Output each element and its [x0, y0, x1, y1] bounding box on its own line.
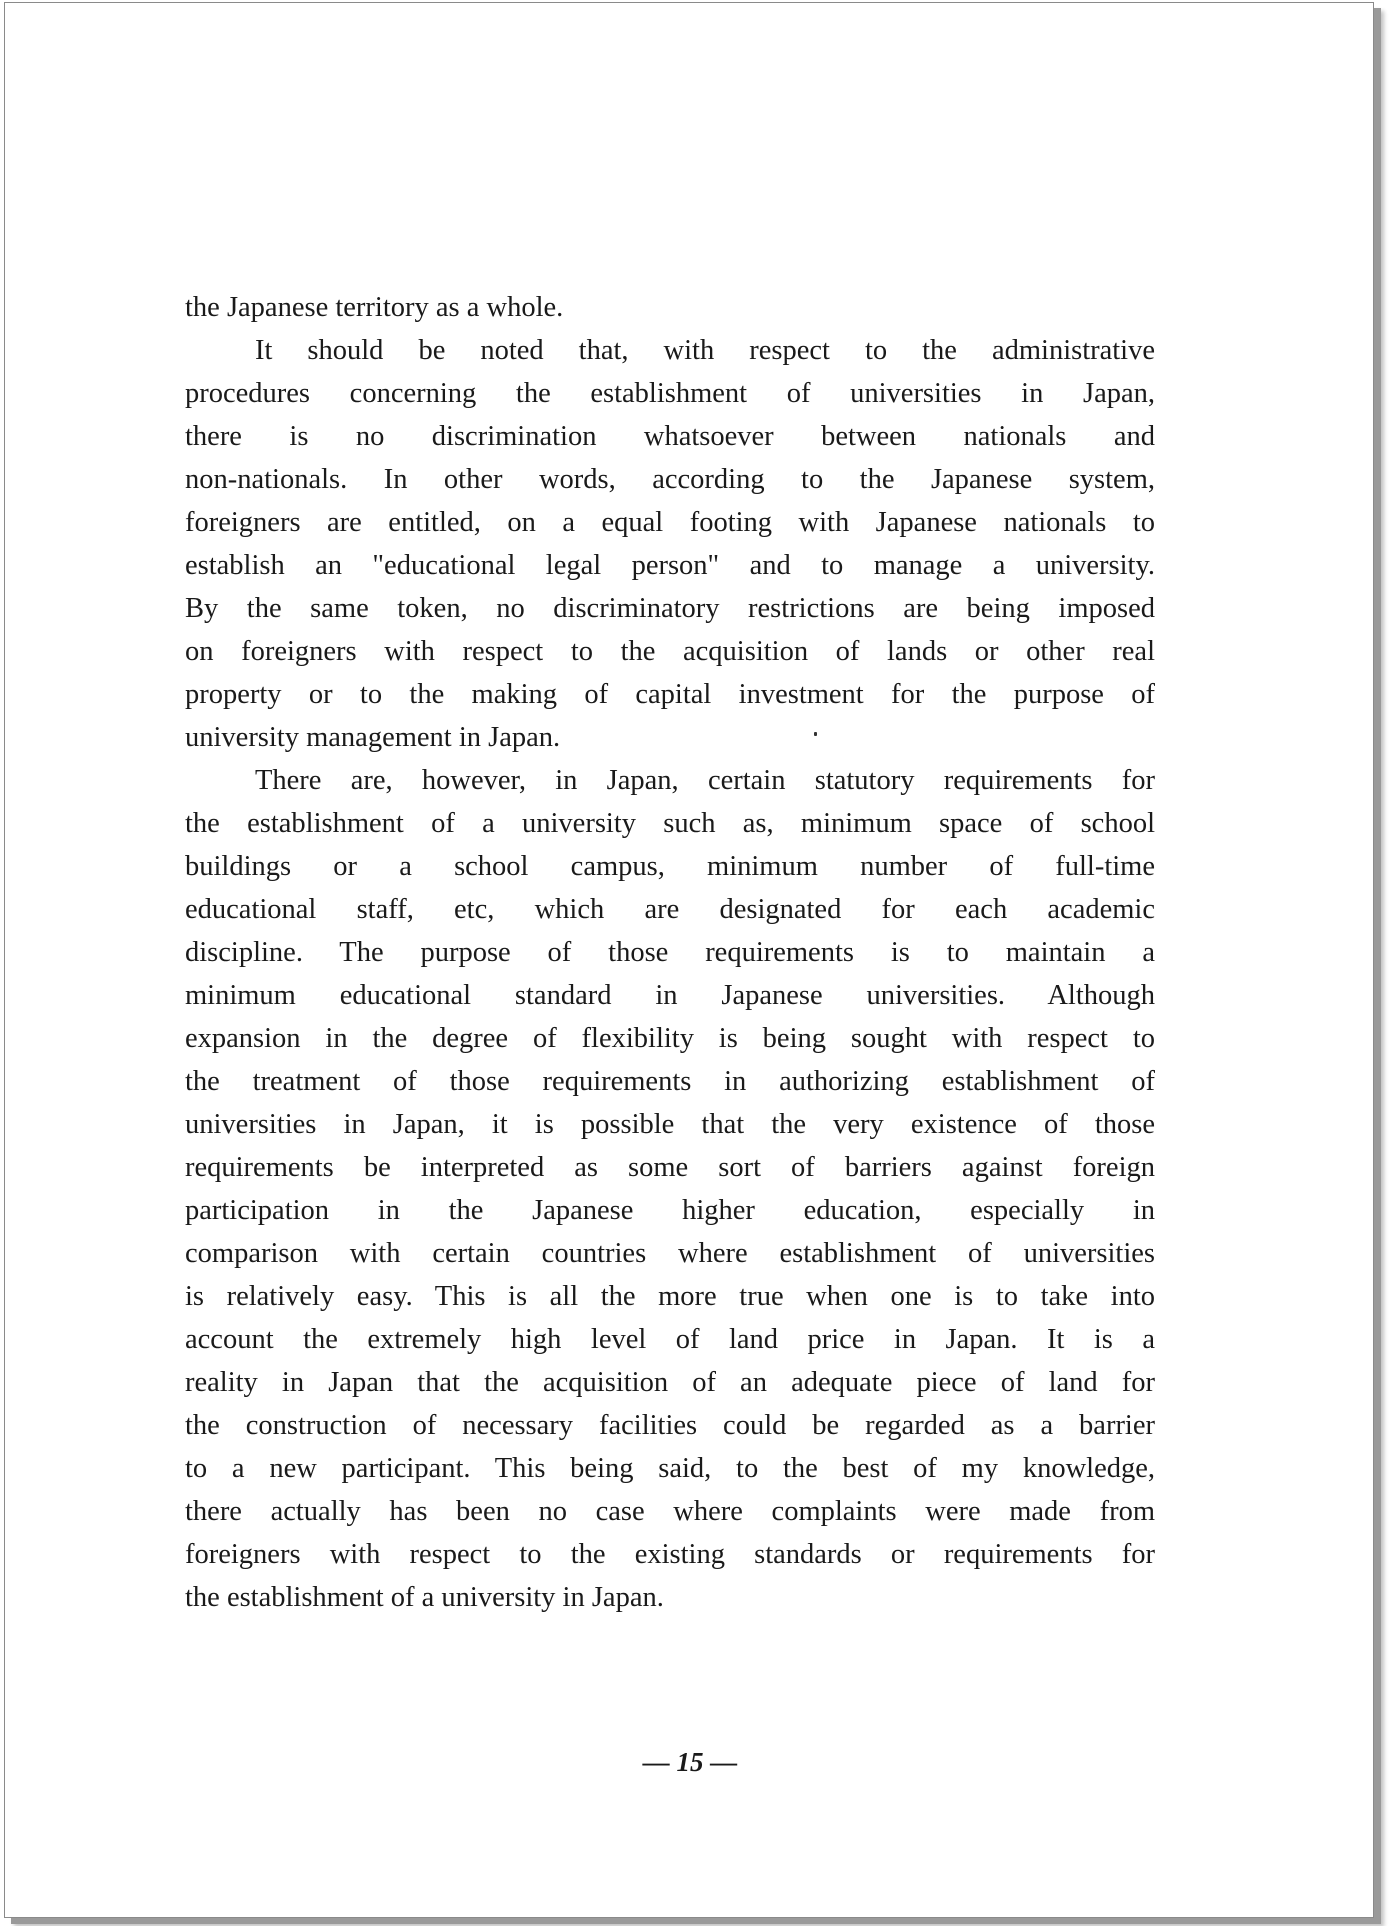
text-line: universities in Japan, it is possible that the very existence of those	[185, 1109, 1155, 1140]
text-line: university management in Japan.	[185, 722, 561, 753]
text-line: procedures concerning the establishment of universities in Japan,	[185, 378, 1155, 409]
text-line: By the same token, no discriminatory restrictions are being imposed	[185, 593, 1155, 624]
text-line: the establishment of a university such as, minimum space of school	[185, 808, 1155, 839]
text-line: non-nationals. In other words, according to the Japanese system,	[185, 464, 1155, 495]
text-line: reality in Japan that the acquisition of an adequate piece of land for	[185, 1367, 1155, 1398]
text-line: the Japanese territory as a whole.	[185, 292, 564, 323]
text-line: is relatively easy. This is all the more true when one is to take into	[185, 1281, 1155, 1312]
text-line: there actually has been no case where complaints were made from	[185, 1496, 1155, 1527]
text-line: educational staff, etc, which are designated for each academic	[185, 894, 1155, 925]
body-text	[185, 286, 1155, 1619]
text-line: comparison with certain countries where establishment of universities	[185, 1238, 1155, 1269]
text-line: establish an "educational legal person" and to manage a university.	[185, 550, 1155, 581]
text-line: participation in the Japanese higher education, especially in	[185, 1195, 1155, 1226]
text-line: requirements be interpreted as some sort of barriers against foreign	[185, 1152, 1155, 1183]
text-line: minimum educational standard in Japanese universities. Although	[185, 980, 1155, 1011]
text-line: It should be noted that, with respect to the administrative	[255, 335, 1155, 366]
text-line: the construction of necessary facilities could be regarded as a barrier	[185, 1410, 1155, 1441]
text-line: There are, however, in Japan, certain statutory requirements for	[255, 765, 1155, 796]
text-line: account the extremely high level of land price in Japan. It is a	[185, 1324, 1155, 1355]
text-line: expansion in the degree of flexibility is being sought with respect to	[185, 1023, 1155, 1054]
text-line: property or to the making of capital investment for the purpose of	[185, 679, 1155, 710]
page-number: — 15 —	[642, 1747, 738, 1777]
text-line: to a new participant. This being said, to the best of my knowledge,	[185, 1453, 1155, 1484]
text-line: buildings or a school campus, minimum number of full-time	[185, 851, 1155, 882]
text-line: there is no discrimination whatsoever between nationals and	[185, 421, 1155, 452]
ink-speck	[814, 732, 817, 736]
text-line: foreigners with respect to the existing standards or requirements for	[185, 1539, 1155, 1570]
text-line: the establishment of a university in Japan.	[185, 1582, 664, 1613]
document-page	[4, 2, 1374, 1918]
text-line: foreigners are entitled, on a equal footing with Japanese nationals to	[185, 507, 1155, 538]
text-line: discipline. The purpose of those requirements is to maintain a	[185, 937, 1155, 968]
text-line: on foreigners with respect to the acquisition of lands or other real	[185, 636, 1155, 667]
text-line: the treatment of those requirements in authorizing establishment of	[185, 1066, 1155, 1097]
